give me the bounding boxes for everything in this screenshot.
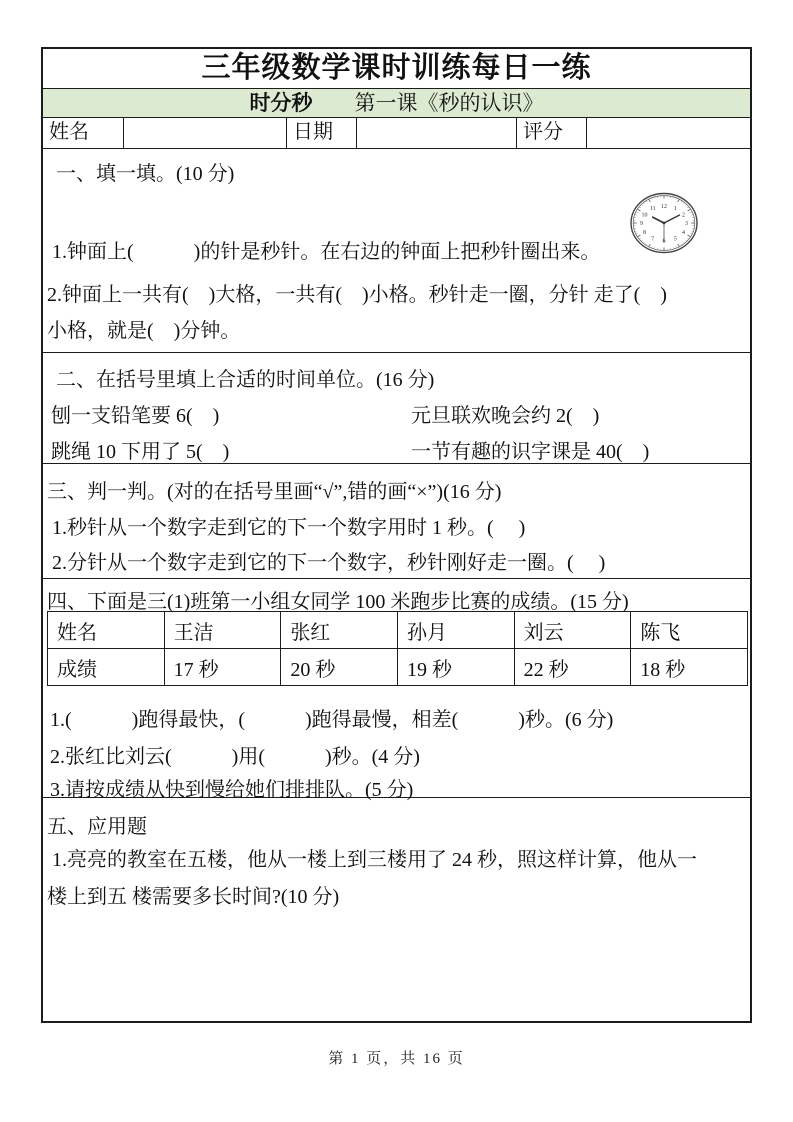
score-label: 评分: [517, 118, 587, 148]
table-cell: 张红: [281, 612, 398, 649]
race-question-2: 2.张红比刘云( )用( )秒。(4 分): [50, 746, 420, 768]
page-title: 三年级数学课时训练每日一练: [43, 49, 750, 89]
section-2-time-units: [43, 353, 750, 464]
date-label: 日期: [287, 118, 357, 148]
table-cell: 孙月: [397, 612, 514, 649]
name-blank-field: [124, 118, 287, 148]
svg-text:4: 4: [681, 229, 685, 236]
name-label: 姓名: [43, 118, 124, 148]
svg-text:12: 12: [661, 203, 667, 210]
question-1-2-line1: 2.钟面上一共有( )大格，一共有( )小格。秒针走一圈，分针 走了( ): [47, 284, 667, 306]
svg-text:7: 7: [651, 236, 655, 243]
table-cell: 王洁: [164, 612, 281, 649]
section-5-heading: 五、应用题: [47, 816, 147, 838]
table-cell: 18 秒: [631, 649, 748, 686]
unit-item-pencil: 刨一支铅笔要 6( ): [51, 405, 220, 427]
unit-name: 时分秒: [249, 92, 313, 115]
svg-text:5: 5: [673, 236, 677, 243]
section-5-word-problem: [43, 798, 750, 1021]
section-3-heading: 三、判一判。(对的在括号里画“√”,错的画“×”)(16 分): [47, 481, 502, 503]
race-question-3: 3.请按成绩从快到慢给她们排排队。(5 分): [50, 779, 414, 801]
section-4-race-results: [43, 579, 750, 801]
lesson-banner: [43, 89, 750, 118]
section-4-heading: 四、下面是三(1)班第一小组女同学 100 米跑步比赛的成绩。(15 分): [47, 591, 629, 613]
question-1-2-line2: 小格，就是( )分钟。: [47, 320, 241, 342]
table-cell: 刘云: [514, 612, 631, 649]
section-1-heading: 一、填一填。(10 分): [56, 163, 235, 185]
table-cell: 22 秒: [514, 649, 631, 686]
judge-item-1: 1.秒针从一个数字走到它的下一个数字用时 1 秒。( ): [52, 517, 526, 539]
race-results-table: [47, 611, 748, 686]
clock-svg: [628, 191, 700, 255]
svg-text:9: 9: [640, 221, 643, 228]
unit-item-rope: 跳绳 10 下用了 5( ): [51, 441, 230, 463]
svg-text:3: 3: [685, 221, 688, 228]
unit-row-2: [51, 435, 742, 464]
clock-image: [628, 191, 700, 255]
student-info-row: [43, 118, 750, 149]
unit-item-gala: 元旦联欢晚会约 2( ): [411, 405, 600, 427]
table-cell: 19 秒: [397, 649, 514, 686]
date-blank-field: [357, 118, 517, 148]
section-2-heading: 二、在括号里填上合适的时间单位。(16 分): [56, 369, 435, 391]
word-problem-line2: 楼上到五 楼需要多长时间?(10 分): [47, 886, 340, 908]
svg-text:1: 1: [673, 206, 677, 213]
page-number: 第 1 页，共 16 页: [328, 1051, 465, 1067]
table-cell: 17 秒: [164, 649, 281, 686]
section-1-fill-in: [43, 149, 750, 353]
table-cell: 20 秒: [281, 649, 398, 686]
table-cell: 陈飞: [631, 612, 748, 649]
question-1-1: 1.钟面上( )的针是秒针。在右边的钟面上把秒针圈出来。: [52, 241, 601, 263]
table-data-row: [48, 649, 748, 686]
word-problem-line1: 1.亮亮的教室在五楼，他从一楼上到三楼用了 24 秒，照这样计算，他从一: [52, 849, 697, 871]
unit-item-class: 一节有趣的识字课是 40( ): [411, 441, 650, 463]
svg-text:2: 2: [681, 212, 685, 219]
svg-text:6: 6: [662, 238, 666, 245]
svg-text:11: 11: [649, 206, 656, 213]
svg-text:8: 8: [643, 229, 647, 236]
worksheet-frame: [41, 47, 752, 1023]
judge-item-2: 2.分针从一个数字走到它的下一个数字，秒针刚好走一圈。( ): [52, 552, 606, 574]
svg-text:10: 10: [641, 212, 648, 219]
score-blank-field: [587, 118, 750, 148]
table-cell: 成绩: [48, 649, 165, 686]
section-3-true-false: [43, 464, 750, 579]
lesson-name: 第一课《秒的认识》: [354, 91, 544, 115]
table-cell: 姓名: [48, 612, 165, 649]
race-question-1: 1.( )跑得最快，( )跑得最慢，相差( )秒。(6 分): [50, 709, 614, 731]
table-header-row: [48, 612, 748, 649]
unit-row-1: [51, 399, 742, 428]
